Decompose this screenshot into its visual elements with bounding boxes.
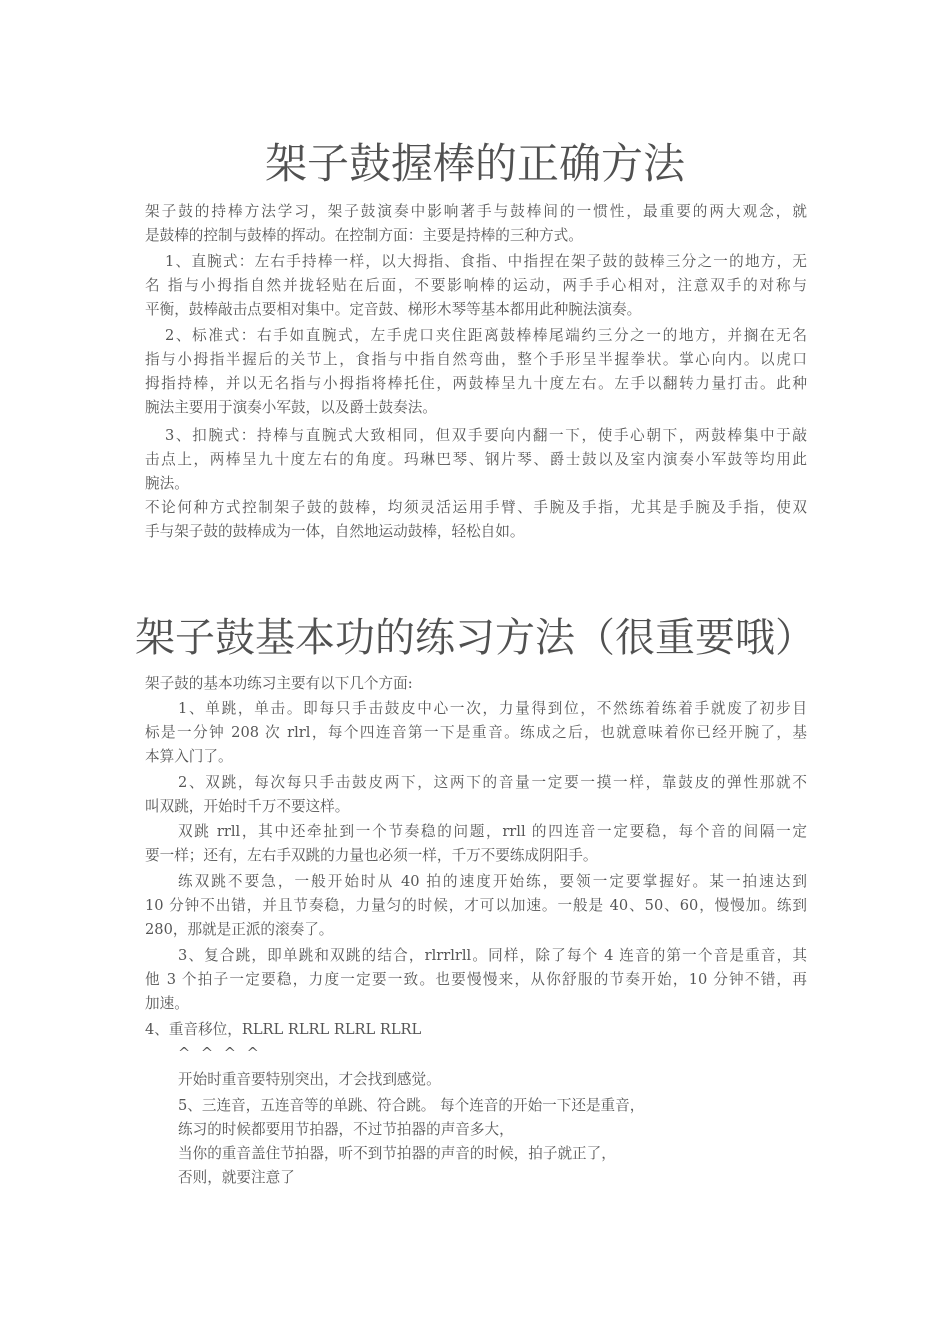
paragraph-line: 架子鼓的基本功练习主要有以下几个方面:: [145, 675, 413, 692]
paragraph-line: 名 指与小拇指自然并拢轻贴在后面，不要影响棒的运动，两手手心相对，注意双手的对称与: [145, 277, 807, 294]
paragraph-line: 架子鼓的持棒方法学习，架子鼓演奏中影响著手与鼓棒间的一惯性，最重要的两大观念，就: [145, 203, 807, 220]
paragraph-line: 腕法主要用于演奏小军鼓，以及爵士鼓奏法。: [145, 399, 437, 416]
paragraph-line: 叫双跳，开始时千万不要这样。: [145, 798, 350, 815]
paragraph-line: 1、单跳，单击。即每只手击鼓皮中心一次，力量得到位，不然练着练着手就废了初步目: [178, 700, 807, 717]
paragraph-line: 4、重音移位，RLRL RLRL RLRL RLRL: [145, 1021, 422, 1038]
accent-marks: ^ ^ ^ ^: [178, 1045, 262, 1062]
paragraph-line: 否则，就要注意了: [178, 1169, 295, 1186]
paragraph-line: 本算入门了。: [145, 748, 233, 765]
paragraph-line: 击点上，两棒呈九十度左右的角度。玛琳巴琴、钢片琴、爵士鼓以及室内演奏小军鼓等均用此: [145, 451, 807, 468]
paragraph-line: 2、标准式：右手如直腕式，左手虎口夹住距离鼓棒棒尾端约三分之一的地方，并搁在无名: [165, 327, 807, 344]
paragraph-line: 练习的时候都要用节拍器，不过节拍器的声音多大，: [178, 1121, 514, 1138]
paragraph-line: 开始时重音要特别突出，才会找到感觉。: [178, 1071, 441, 1088]
paragraph-line: 要一样；还有，左右手双跳的力量也必须一样，千万不要练成阴阳手。: [145, 847, 598, 864]
paragraph-line: 10 分钟不出错，并且节奏稳，力量匀的时候，才可以加速。一般是 40、50、60，慢慢加。练到: [145, 897, 807, 914]
paragraph-line: 腕法。: [145, 475, 189, 492]
paragraph-line: 手与架子鼓的鼓棒成为一体，自然地运动鼓棒，轻松自如。: [145, 523, 525, 540]
paragraph-line: 拇指持棒，并以无名指与小拇指将棒托住，两鼓棒呈九十度左右。左手以翻转力量打击。此种: [145, 375, 807, 392]
paragraph-line: 当你的重音盖住节拍器，听不到节拍器的声音的时候，拍子就正了，: [178, 1145, 616, 1162]
paragraph-line: 他 3 个拍子一定要稳，力度一定要一致。也要慢慢来，从你舒服的节奏开始，10 分钟不错，再: [145, 971, 807, 988]
section-title-grip: 架子鼓握棒的正确方法: [264, 139, 685, 188]
paragraph-line: 3、扣腕式：持棒与直腕式大致相同，但双手要向内翻一下，使手心朝下，两鼓棒集中于敲: [165, 427, 807, 444]
paragraph-line: 280，那就是正派的滚奏了。: [145, 921, 334, 938]
paragraph-line: 不论何种方式控制架子鼓的鼓棒，均须灵活运用手臂、手腕及手指，尤其是手腕及手指，使双: [145, 499, 807, 516]
paragraph-line: 5、三连音，五连音等的单跳、符合跳。 每个连音的开始一下还是重音，: [178, 1097, 645, 1114]
paragraph-line: 加速。: [145, 995, 189, 1012]
paragraph-line: 指与小拇指半握后的关节上，食指与中指自然弯曲，整个手形呈半握拳状。掌心向内。以虎口: [145, 351, 807, 368]
paragraph-line: 2、双跳，每次每只手击鼓皮两下，这两下的音量一定要一摸一样，靠鼓皮的弹性那就不: [178, 774, 807, 791]
paragraph-line: 3、复合跳，即单跳和双跳的结合，rlrrlrll。同样，除了每个 4 连音的第一个音是重音，其: [178, 947, 807, 964]
paragraph-line: 是鼓棒的控制与鼓棒的挥动。在控制方面：主要是持棒的三种方式。: [145, 227, 583, 244]
paragraph-line: 1、直腕式：左右手持棒一样，以大拇指、食指、中指捏在架子鼓的鼓棒三分之一的地方，无: [165, 253, 807, 270]
section-title-practice: 架子鼓基本功的练习方法（很重要哦）: [135, 615, 815, 661]
paragraph-line: 平衡，鼓棒敲击点要相对集中。定音鼓、梯形木琴等基本都用此种腕法演奏。: [145, 301, 642, 318]
paragraph-line: 双跳 rrll，其中还牵扯到一个节奏稳的问题，rrll 的四连音一定要稳，每个音的间隔一定: [178, 823, 807, 840]
paragraph-line: 标是一分钟 208 次 rlrl，每个四连音第一下是重音。练成之后，也就意味着你已经开腕了，基: [145, 724, 807, 741]
paragraph-line: 练双跳不要急，一般开始时从 40 拍的速度开始练，要领一定要掌握好。某一拍速达到: [178, 873, 807, 890]
